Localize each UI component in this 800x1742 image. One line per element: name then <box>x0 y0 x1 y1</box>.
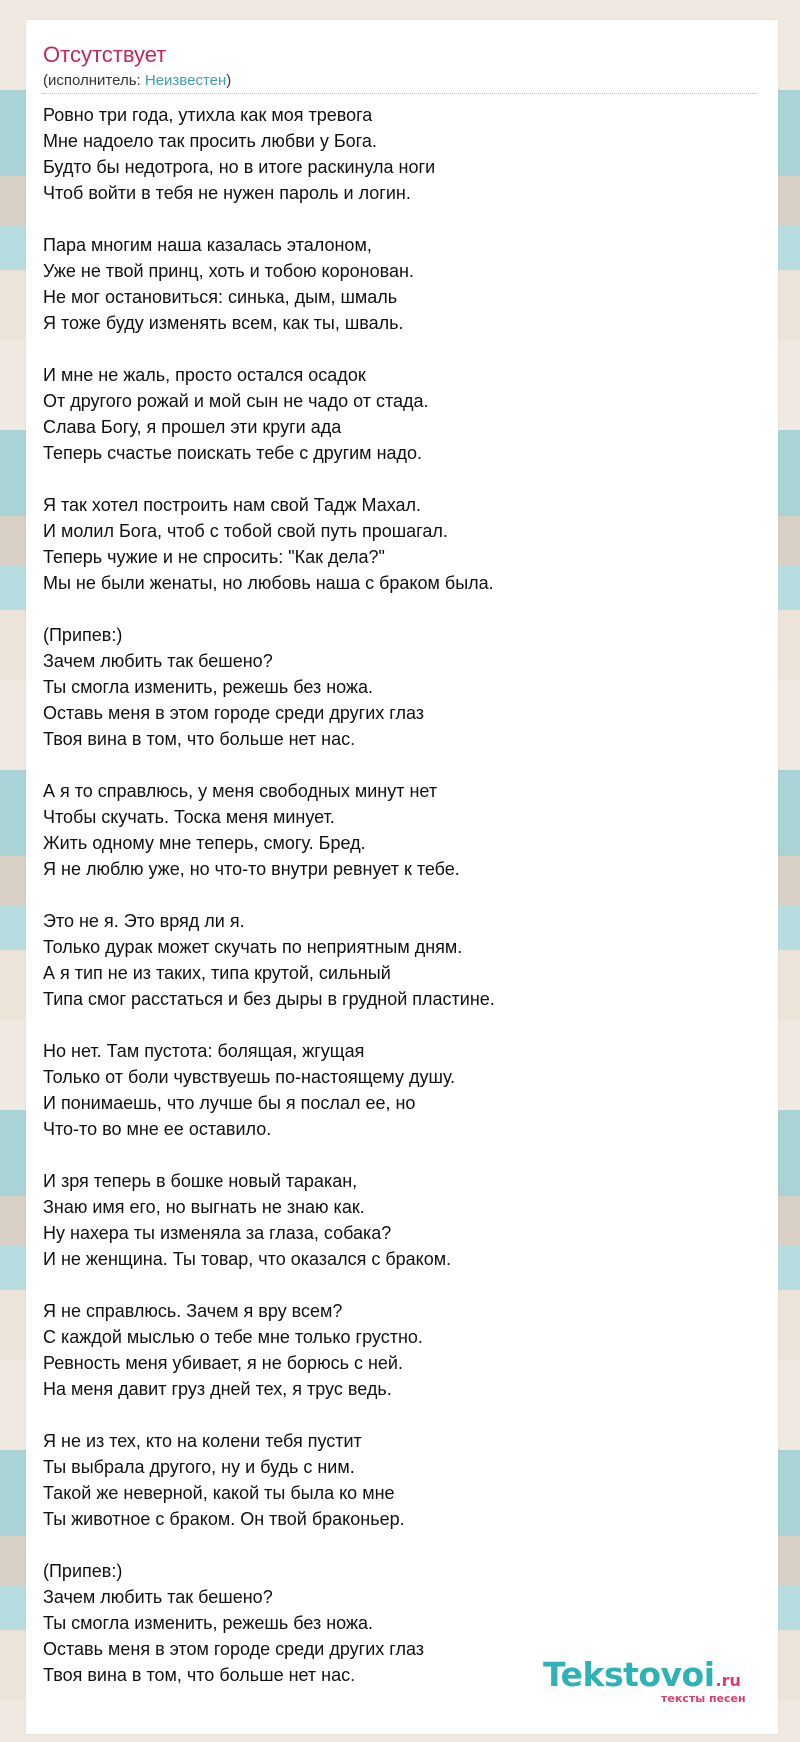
song-title: Отсутствует <box>43 42 167 67</box>
lyrics-line: Оставь меня в этом городе среди других глаз <box>43 1639 425 1659</box>
logo-tagline: тексты песен <box>661 1692 746 1705</box>
lyrics-stanza <box>43 1038 757 1142</box>
title-divider <box>43 93 757 94</box>
lyrics-stanza <box>43 1298 757 1402</box>
lyrics-line: Такой же неверной, какой ты была ко мне <box>43 1483 395 1503</box>
lyrics-body <box>43 102 757 1714</box>
lyrics-line: С каждой мыслью о тебе мне только грустно. <box>43 1327 423 1347</box>
lyrics-line: Ты смогла изменить, режешь без ножа. <box>43 1613 373 1633</box>
lyrics-line: Что-то во мне ее оставило. <box>43 1119 272 1139</box>
lyrics-line: Ревность меня убивает, я не борюсь с ней. <box>43 1353 403 1373</box>
lyrics-stanza <box>43 492 757 596</box>
lyrics-line: Оставь меня в этом городе среди других глаз <box>43 703 425 723</box>
lyrics-stanza <box>43 908 757 1012</box>
lyrics-line: Будто бы недотрога, но в итоге раскинула ноги <box>43 157 436 177</box>
lyrics-line: Я не люблю уже, но что-то внутри ревнует к тебе. <box>43 859 460 879</box>
lyrics-line: А я тип не из таких, типа крутой, сильный <box>43 963 391 983</box>
lyrics-line: На меня давит груз дней тех, я трус ведь. <box>43 1379 392 1399</box>
lyrics-line: И не женщина. Ты товар, что оказался с браком. <box>43 1249 452 1269</box>
lyrics-stanza <box>43 1428 757 1532</box>
lyrics-line: Твоя вина в том, что больше нет нас. <box>43 729 356 749</box>
lyrics-line: Пара многим наша казалась эталоном, <box>43 235 372 255</box>
lyrics-stanza <box>43 778 757 882</box>
lyrics-line: Зачем любить так бешено? <box>43 651 273 671</box>
site-logo[interactable] <box>543 1655 783 1715</box>
artist-line <box>43 72 231 90</box>
lyrics-stanza <box>43 622 757 752</box>
lyrics-line: Ты смогла изменить, режешь без ножа. <box>43 677 373 697</box>
lyrics-page <box>26 20 778 1734</box>
lyrics-line: Теперь счастье поискать тебе с другим надо. <box>43 443 423 463</box>
lyrics-line: Ровно три года, утихла как моя тревога <box>43 105 373 125</box>
lyrics-line: Мне надоело так просить любви у Бога. <box>43 131 377 151</box>
lyrics-line: Только от боли чувствуешь по-настоящему душу. <box>43 1067 456 1087</box>
lyrics-line: Типа смог расстаться и без дыры в грудной пластине. <box>43 989 495 1009</box>
lyrics-line: Это не я. Это вряд ли я. <box>43 911 245 931</box>
lyrics-line: Чтобы скучать. Тоска меня минует. <box>43 807 335 827</box>
lyrics-line: А я то справлюсь, у меня свободных минут нет <box>43 781 438 801</box>
logo-name: Tekstovoi <box>543 1655 715 1694</box>
lyrics-line: Зачем любить так бешено? <box>43 1587 273 1607</box>
artist-suffix: ) <box>226 72 232 89</box>
lyrics-line: Чтоб войти в тебя не нужен пароль и логин. <box>43 183 411 203</box>
lyrics-stanza <box>43 102 757 206</box>
lyrics-line: И зря теперь в бошке новый таракан, <box>43 1171 358 1191</box>
lyrics-line: Ты выбрала другого, ну и будь с ним. <box>43 1457 355 1477</box>
lyrics-line: Знаю имя его, но выгнать не знаю как. <box>43 1197 365 1217</box>
lyrics-line: Я так хотел построить нам свой Тадж Махал. <box>43 495 422 515</box>
lyrics-line: Ты животное с браком. Он твой браконьер. <box>43 1509 405 1529</box>
lyrics-line: Теперь чужие и не спросить: "Как дела?" <box>43 547 385 567</box>
lyrics-line: Я тоже буду изменять всем, как ты, шваль. <box>43 313 404 333</box>
lyrics-line: Ну нахера ты изменяла за глаза, собака? <box>43 1223 392 1243</box>
lyrics-line: Мы не были женаты, но любовь наша с браком была. <box>43 573 494 593</box>
lyrics-line: Я не справлюсь. Зачем я вру всем? <box>43 1301 343 1321</box>
logo-tld: .ru <box>715 1671 741 1690</box>
lyrics-line: (Припев:) <box>43 1561 123 1581</box>
lyrics-line: Только дурак может скучать по неприятным дням. <box>43 937 463 957</box>
lyrics-line: Но нет. Там пустота: болящая, жгущая <box>43 1041 365 1061</box>
artist-link[interactable]: Неизвестен <box>144 72 227 89</box>
lyrics-stanza <box>43 1168 757 1272</box>
lyrics-line: Твоя вина в том, что больше нет нас. <box>43 1665 356 1685</box>
lyrics-line: Уже не твой принц, хоть и тобою коронован. <box>43 261 414 281</box>
lyrics-line: Жить одному мне теперь, смогу. Бред. <box>43 833 366 853</box>
lyrics-line: Слава Богу, я прошел эти круги ада <box>43 417 342 437</box>
lyrics-line: Не мог остановиться: синька, дым, шмаль <box>43 287 398 307</box>
lyrics-line: От другого рожай и мой сын не чадо от стада. <box>43 391 429 411</box>
lyrics-line: И молил Бога, чтоб с тобой свой путь прошагал. <box>43 521 448 541</box>
artist-prefix: (исполнитель: <box>43 72 145 89</box>
lyrics-line: И понимаешь, что лучше бы я послал ее, но <box>43 1093 416 1113</box>
lyrics-stanza <box>43 362 757 466</box>
lyrics-line: (Припев:) <box>43 625 123 645</box>
lyrics-line: Я не из тех, кто на колени тебя пустит <box>43 1431 362 1451</box>
lyrics-stanza <box>43 232 757 336</box>
lyrics-line: И мне не жаль, просто остался осадок <box>43 365 366 385</box>
